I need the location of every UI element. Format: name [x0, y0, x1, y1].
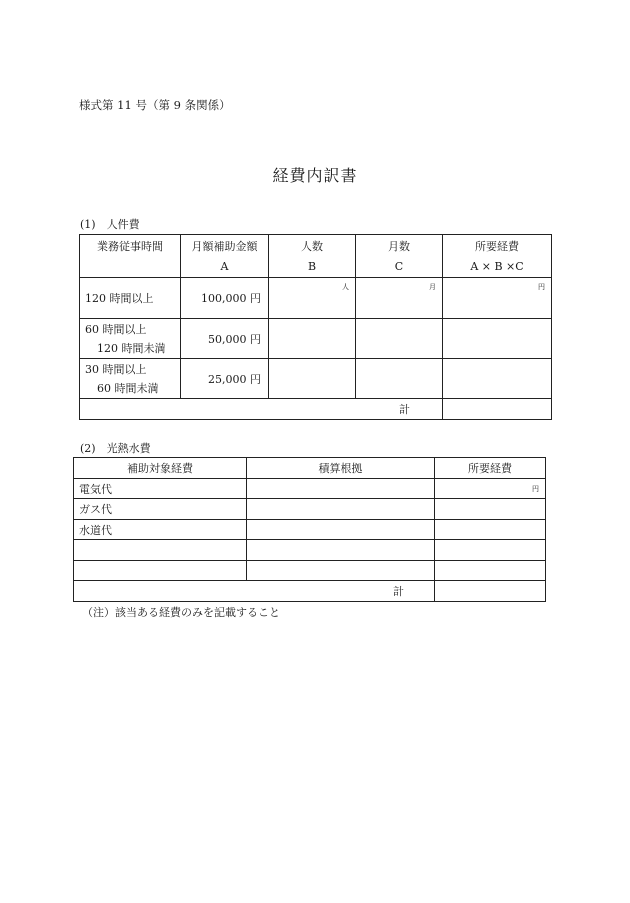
- months-cell: [356, 319, 443, 359]
- total-row: [80, 399, 552, 420]
- header-required-cost: 所要経費: [435, 458, 546, 479]
- table-row: [74, 499, 546, 520]
- header-calculation-basis: 積算根拠: [247, 458, 435, 479]
- table-row: [74, 540, 546, 561]
- header-months: 月数 C: [356, 235, 443, 278]
- header-required-cost: 所要経費 A × B ×C: [443, 235, 552, 278]
- expense-item: 電気代: [74, 479, 247, 499]
- months-cell: [356, 359, 443, 399]
- basis-cell: [247, 479, 435, 499]
- expense-item: 水道代: [74, 520, 247, 540]
- required-cost-cell: [435, 499, 546, 520]
- header-target-expense: 補助対象経費: [74, 458, 247, 479]
- table-row: [74, 479, 546, 499]
- total-value-cell: [435, 581, 546, 602]
- required-cost-cell: [435, 520, 546, 540]
- required-cost-cell: 円: [435, 479, 546, 499]
- months-cell: 月: [356, 278, 443, 319]
- expense-item: [74, 561, 247, 581]
- table-row: [74, 561, 546, 581]
- basis-cell: [247, 540, 435, 561]
- expense-item: [74, 540, 247, 561]
- footnote: （注）該当ある経費のみを記載すること: [82, 606, 280, 619]
- table-row: [80, 319, 552, 359]
- total-row: [74, 581, 546, 602]
- table-header-row: [80, 235, 552, 278]
- header-monthly-amount: 月額補助金額 A: [181, 235, 269, 278]
- table-row: [80, 359, 552, 399]
- persons-cell: [269, 359, 356, 399]
- required-cost-cell: 円: [443, 278, 552, 319]
- row-amount: 25,000 円: [181, 359, 269, 399]
- basis-cell: [247, 499, 435, 520]
- total-label: 計: [74, 581, 435, 602]
- basis-cell: [247, 561, 435, 581]
- persons-cell: [269, 319, 356, 359]
- form-number: 様式第 11 号（第 9 条関係）: [79, 98, 231, 112]
- header-work-hours: 業務従事時間: [80, 235, 181, 278]
- required-cost-cell: [443, 319, 552, 359]
- required-cost-cell: [443, 359, 552, 399]
- row-hours: 60 時間以上 120 時間未満: [80, 319, 181, 359]
- section-utilities-heading: (2) 光熱水費: [80, 442, 151, 455]
- required-cost-cell: [435, 561, 546, 581]
- row-hours: 120 時間以上: [80, 278, 181, 319]
- document-title: 経費内訳書: [272, 166, 358, 185]
- table-header-row: [74, 458, 546, 479]
- utilities-cost-table: [73, 457, 546, 602]
- section-personnel-heading: (1) 人件費: [80, 218, 140, 231]
- expense-item: ガス代: [74, 499, 247, 520]
- persons-cell: 人: [269, 278, 356, 319]
- basis-cell: [247, 520, 435, 540]
- required-cost-cell: [435, 540, 546, 561]
- total-value-cell: [443, 399, 552, 420]
- total-label: 計: [80, 399, 443, 420]
- personnel-cost-table: [79, 234, 552, 420]
- table-row: [74, 520, 546, 540]
- row-amount: 100,000 円: [181, 278, 269, 319]
- row-hours: 30 時間以上 60 時間未満: [80, 359, 181, 399]
- row-amount: 50,000 円: [181, 319, 269, 359]
- header-persons: 人数 B: [269, 235, 356, 278]
- table-row: [80, 278, 552, 319]
